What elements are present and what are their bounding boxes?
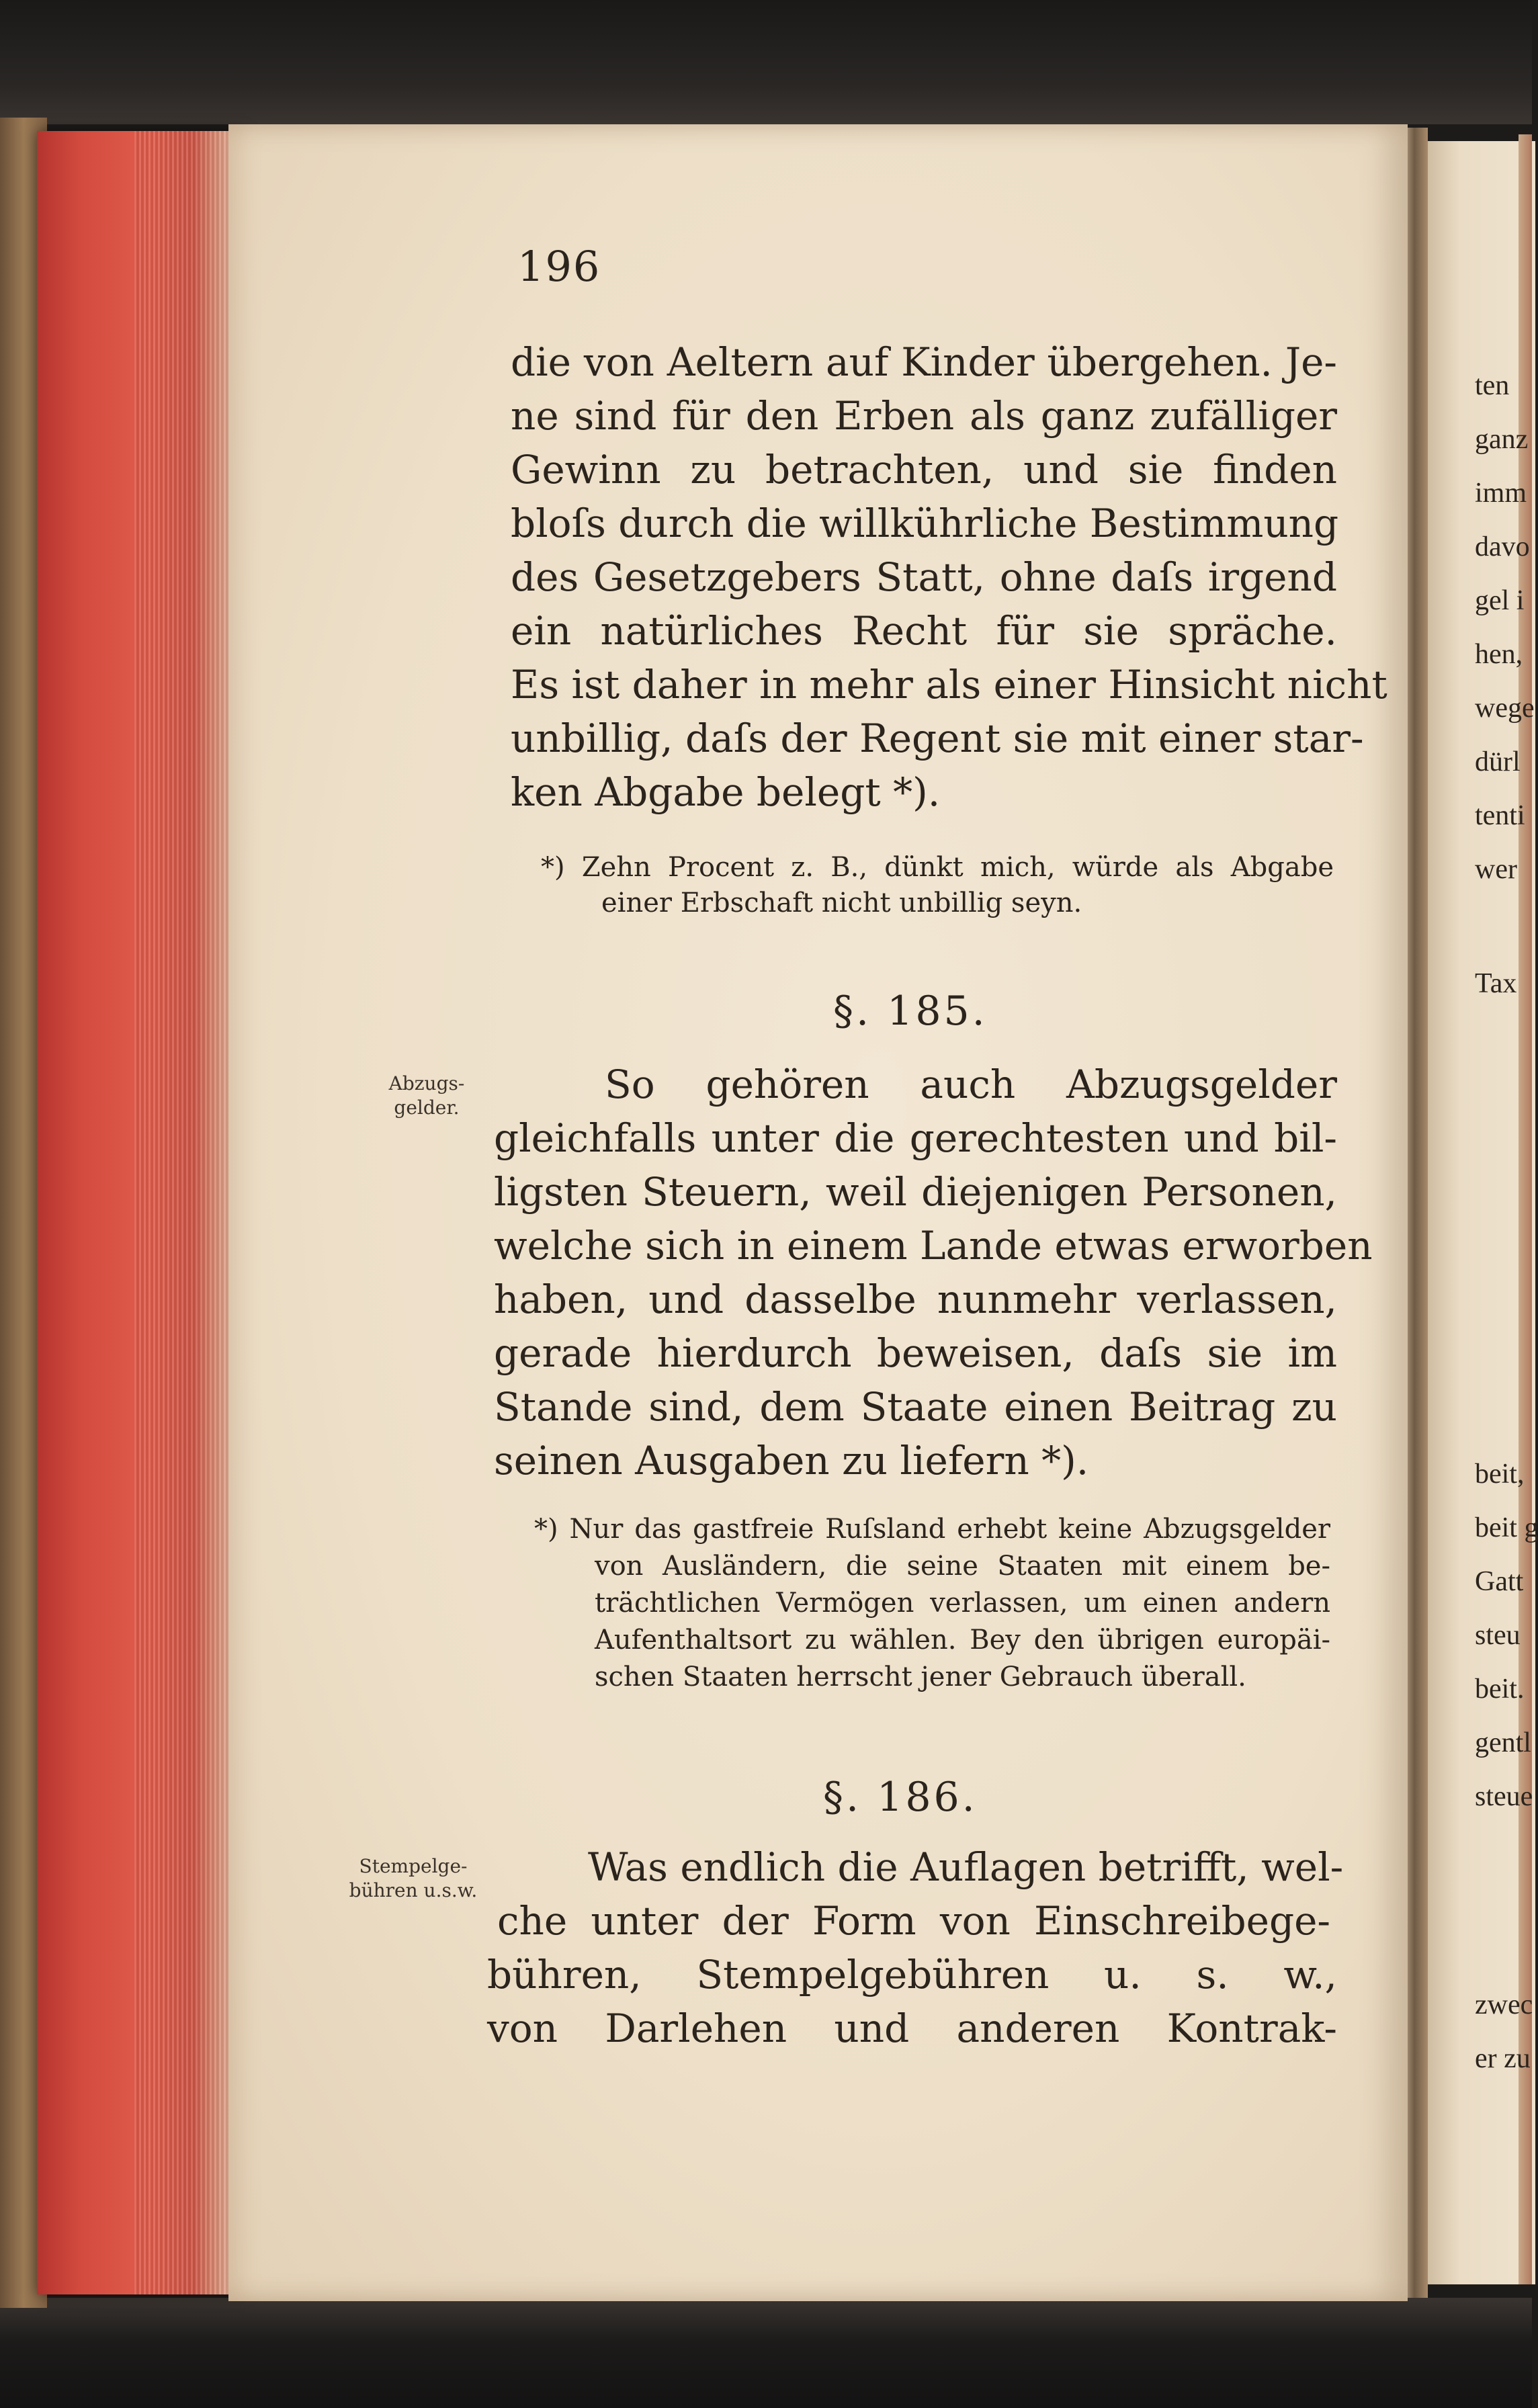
footnote-line: trächtlichen Vermögen verlassen, um einen andern <box>595 1588 1330 1619</box>
text-line: unbillig, daſs der Regent sie mit einer star- <box>511 716 1364 761</box>
footnote-line: *) Zehn Procent z. B., dünkt mich, würde als Abgabe <box>541 852 1334 883</box>
margin-note-abzugsgelder <box>380 1072 474 1120</box>
text-line: Stande sind, dem Staate einen Beitrag zu <box>494 1384 1337 1430</box>
fragment: zwec <box>1475 1989 1533 2020</box>
fragment: beit g <box>1475 1512 1538 1543</box>
margin-note-stempelgebuehren <box>333 1854 494 1903</box>
text-line: seinen Ausgaben zu liefern *). <box>494 1438 1089 1484</box>
text-line: haben, und dasselbe nunmehr verlassen, <box>494 1277 1337 1322</box>
fragment: tenti <box>1475 800 1525 831</box>
margin-note-line: bühren u.s.w. <box>349 1879 478 1901</box>
text-line: ligsten Steuern, weil diejenigen Personen, <box>494 1169 1337 1215</box>
section-185-heading: §. 185. <box>833 988 988 1035</box>
margin-note-line: Stempelge- <box>359 1855 468 1877</box>
fragment: wege <box>1475 693 1535 724</box>
margin-note-line: gelder. <box>394 1096 460 1119</box>
fragment: Gatt <box>1475 1566 1524 1597</box>
footnote-line: Aufenthaltsort zu wählen. Bey den übrigen europäi- <box>595 1625 1330 1656</box>
text-line: ein natürliches Recht für sie spräche. <box>511 608 1337 654</box>
background-top <box>0 0 1532 124</box>
page-number: 196 <box>517 242 601 291</box>
fragment: beit, <box>1475 1459 1525 1490</box>
text-line: Was endlich die Auflagen betrifft, wel- <box>588 1844 1344 1890</box>
text-line: gleichfalls unter die gerechtesten und bil- <box>494 1115 1337 1161</box>
fragment: Tax <box>1475 968 1517 999</box>
text-line: che unter der Form von Einschreibege- <box>497 1898 1330 1944</box>
right-page-edge <box>1519 134 1532 2284</box>
fragment: hen, <box>1475 639 1523 670</box>
margin-note-line: Abzugs- <box>388 1072 465 1094</box>
text-line: bühren, Stempelgebühren u. s. w., <box>487 1952 1337 1997</box>
fragment: imm <box>1475 478 1527 509</box>
fragment: davo <box>1475 531 1530 562</box>
text-line: von Darlehen und anderen Kontrak- <box>487 2006 1337 2051</box>
page-edge-texture <box>134 131 242 2294</box>
fragment: steue <box>1475 1781 1533 1812</box>
text-line: bloſs durch die willkührliche Bestimmung <box>511 501 1339 546</box>
fragment: ganz <box>1475 424 1529 455</box>
text-line: ken Abgabe belegt *). <box>511 769 941 815</box>
fragment: er zu <box>1475 2043 1531 2074</box>
text-line: So gehören auch Abzugsgelder <box>605 1062 1337 1107</box>
fragment: beit. <box>1475 1674 1525 1705</box>
text-line: Es ist daher in mehr als einer Hinsicht nicht <box>511 662 1387 707</box>
text-line: die von Aeltern auf Kinder übergehen. Je- <box>511 339 1337 385</box>
fragment: steu <box>1475 1620 1521 1651</box>
background-bottom <box>0 2298 1532 2408</box>
fragment: gel i <box>1475 585 1525 616</box>
text-line: des Gesetzgebers Statt, ohne daſs irgend <box>511 554 1337 600</box>
section-186-heading: §. 186. <box>823 1774 978 1821</box>
text-line: welche sich in einem Lande etwas erworben <box>494 1223 1373 1268</box>
footnote-line: einer Erbschaft nicht unbillig seyn. <box>601 888 1082 918</box>
fragment: wer <box>1475 854 1517 885</box>
footnote-line: schen Staaten herrscht jener Gebrauch überall. <box>595 1662 1246 1692</box>
fragment: gentl <box>1475 1727 1531 1758</box>
text-line: Gewinn zu betrachten, und sie finden <box>511 447 1337 492</box>
fragment: dürl <box>1475 746 1521 777</box>
fragment: ten <box>1475 370 1510 401</box>
text-line: ne sind für den Erben als ganz zufälliger <box>511 393 1337 439</box>
footnote-line: von Ausländern, die seine Staaten mit einem be- <box>595 1551 1330 1582</box>
text-line: gerade hierdurch beweisen, daſs sie im <box>494 1330 1337 1376</box>
footnote-line: *) Nur das gastfreie Ruſsland erhebt keine Abzugsgelder <box>534 1514 1330 1545</box>
